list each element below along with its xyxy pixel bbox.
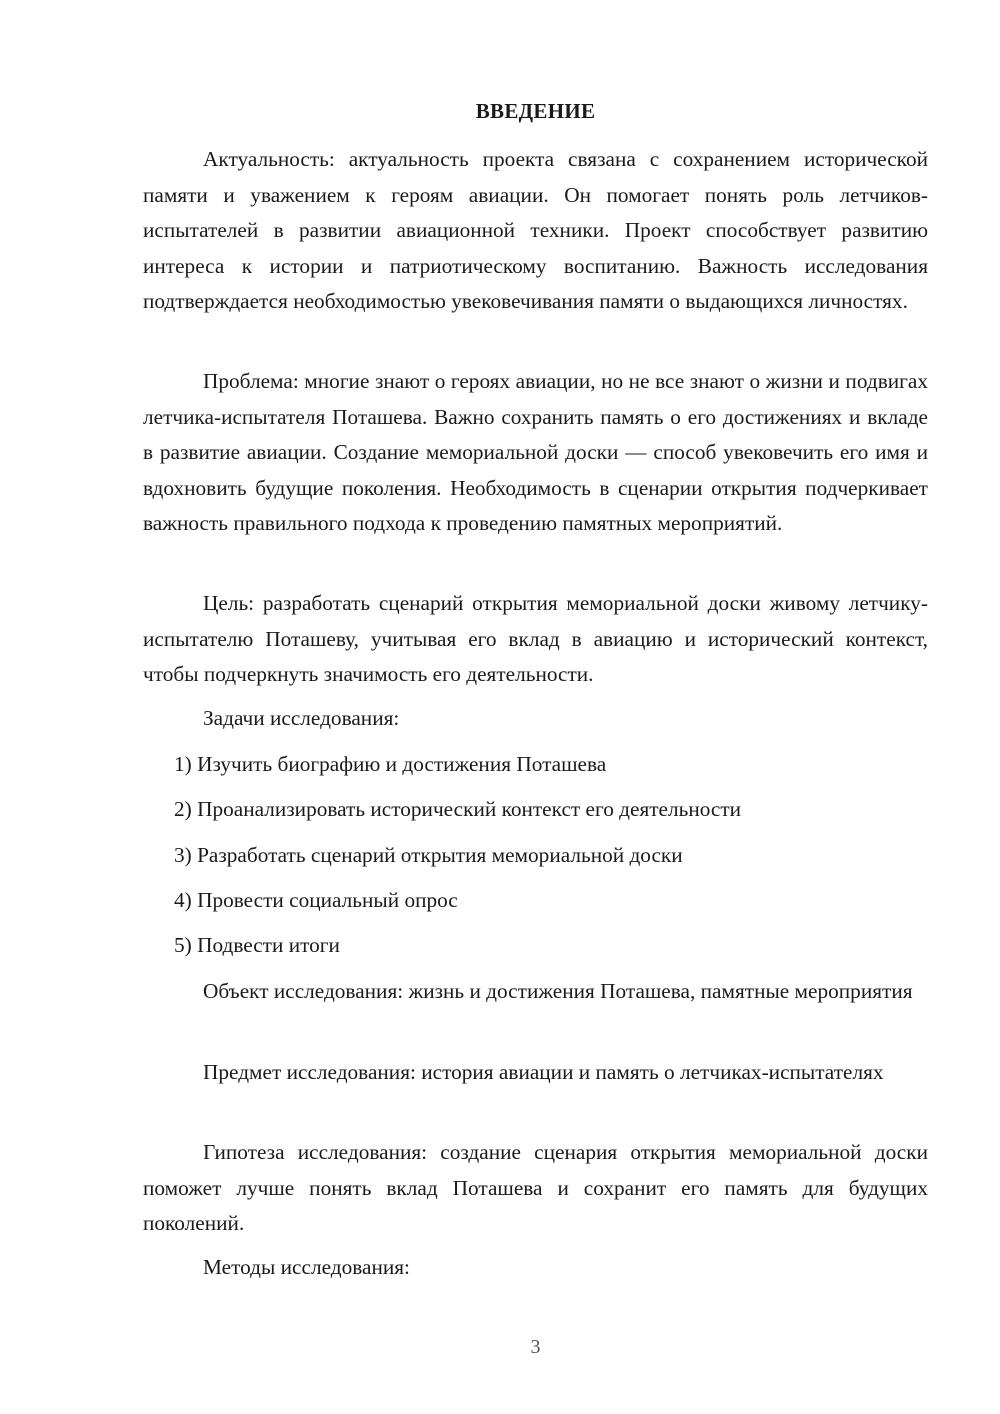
tasks-heading: Задачи исследования: — [203, 706, 400, 730]
task-item: 5) Подвести итоги — [174, 933, 340, 957]
relevance-paragraph: Актуальность: актуальность проекта связана с сохранением исторической памяти и уважением к героям авиации. Он помогает понять роль летчиков-испытателей в развитии авиационной техники. Проект способствует развитию интереса к истории и патриотическому воспитанию. Важность исследования подтверждается необходимостью увековечивания памяти о выдающихся личностях. — [143, 147, 928, 313]
task-item: 4) Провести социальный опрос — [174, 888, 458, 912]
task-item: 3) Разработать сценарий открытия мемориальной доски — [174, 843, 683, 867]
subject-paragraph: Предмет исследования: история авиации и память о летчиках-испытателях — [203, 1060, 884, 1084]
task-item: 1) Изучить биографию и достижения Поташева — [174, 752, 607, 776]
object-paragraph: Объект исследования: жизнь и достижения Поташева, памятные мероприятия — [203, 979, 913, 1003]
page-number: 3 — [530, 1336, 541, 1358]
hypothesis-paragraph: Гипотеза исследования: создание сценария открытия мемориальной доски поможет лучше понять вклад Поташева и сохранит его память для будущих поколений. — [143, 1140, 928, 1235]
task-item: 2) Проанализировать исторический контекст его деятельности — [174, 797, 742, 821]
problem-paragraph: Проблема: многие знают о героях авиации, но не все знают о жизни и подвигах летчика-испытателя Поташева. Важно сохранить память о его достижениях и вкладе в развитие авиации. Создание мемориальной доски — способ увековечить его имя и вдохновить будущие поколения. Необходимость в сценарии открытия подчеркивает важность правильного подхода к проведению памятных мероприятий. — [143, 369, 928, 535]
section-title: ВВЕДЕНИЕ — [475, 99, 596, 123]
methods-heading: Методы исследования: — [203, 1255, 410, 1279]
goal-paragraph: Цель: разработать сценарий открытия мемориальной доски живому летчику-испытателю Поташеву, учитывая его вклад в авиацию и исторический контекст, чтобы подчеркнуть значимость его деятельности. — [143, 591, 928, 686]
